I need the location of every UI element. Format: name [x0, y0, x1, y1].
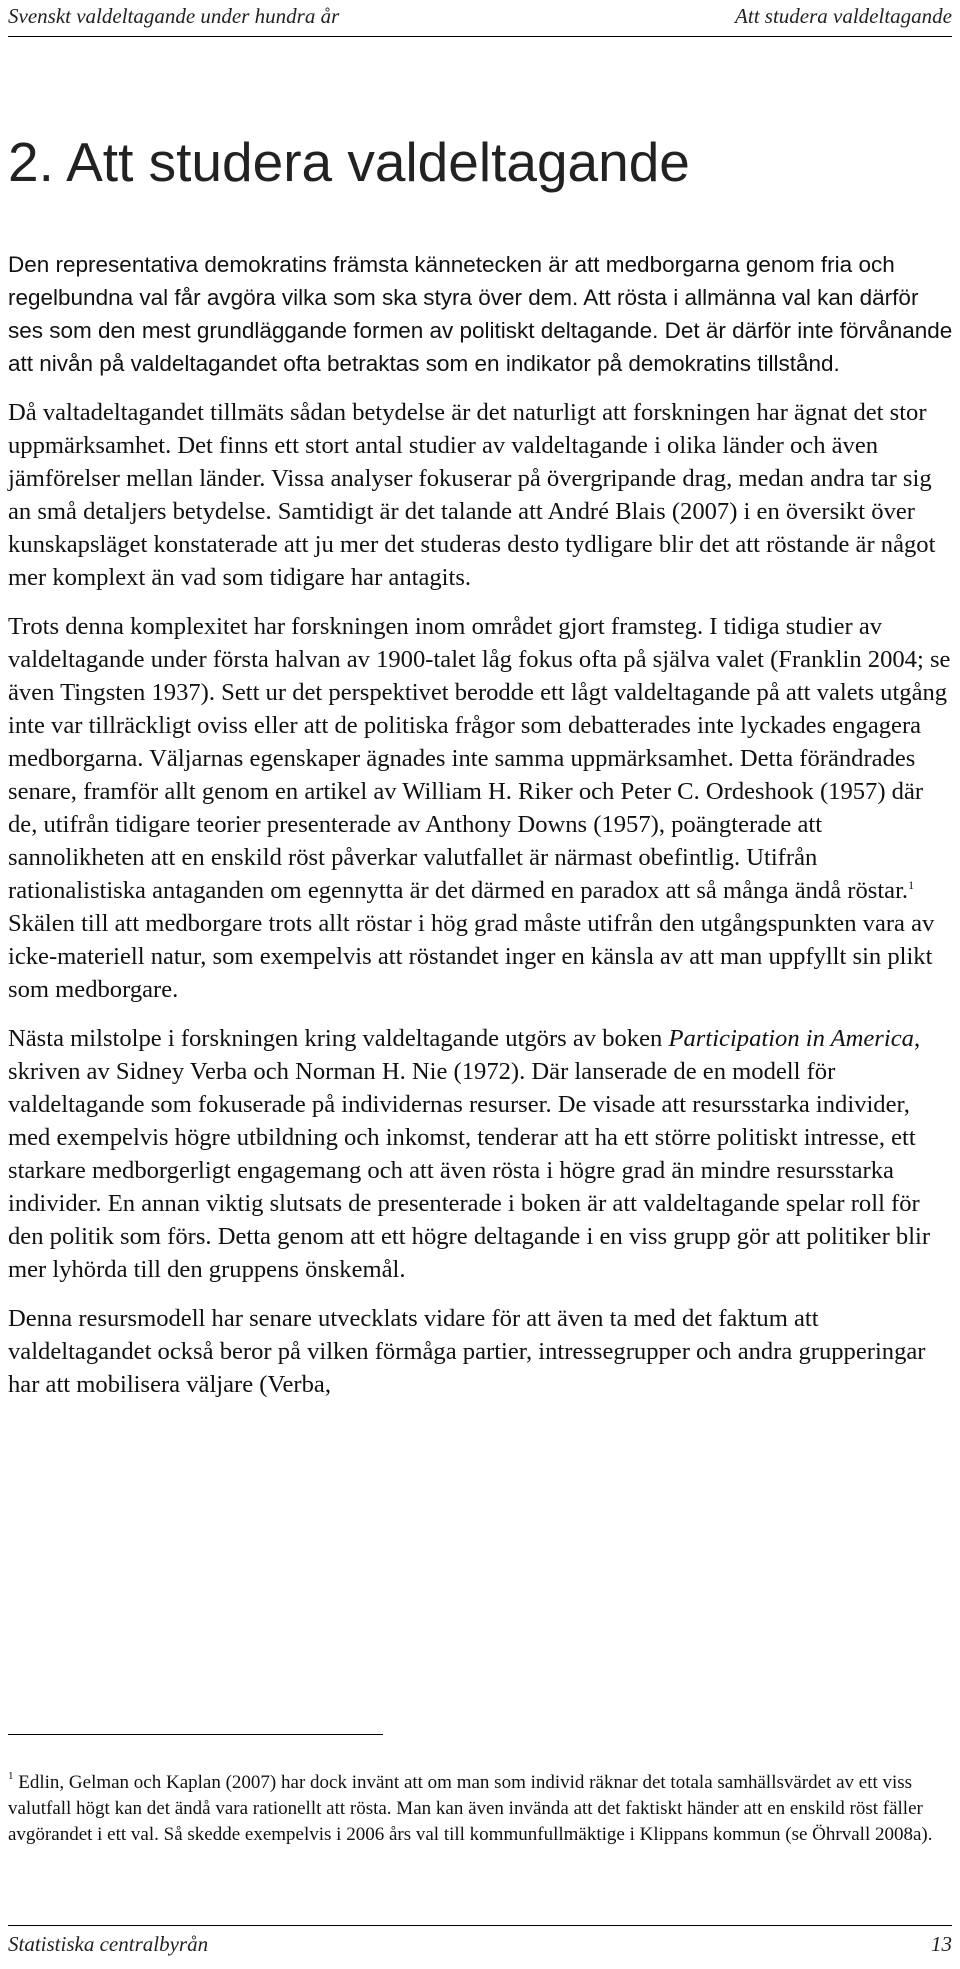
footer-rule: [8, 1925, 952, 1926]
book-title: Participation in America: [668, 1025, 914, 1052]
paragraph-3: [8, 610, 954, 1006]
header-chapter-title: Att studera valdeltagande: [735, 4, 952, 28]
paragraph-4-lead: Nästa milstolpe i forskningen kring valdeltagande utgörs av boken: [8, 1025, 669, 1052]
footnote-reference[interactable]: 1: [908, 878, 915, 892]
footnote-rule: [8, 1734, 383, 1735]
paragraph-1-tail: Det är därför inte förvånande att nivån på valdeltagandet ofta betraktas som en indikator på demokratins tillstånd.: [8, 318, 953, 376]
page-footer: [8, 1932, 952, 1960]
chapter-title: 2. Att studera valdeltagande: [8, 131, 690, 193]
header-rule: [8, 36, 952, 37]
paragraph-2: Då valtadeltagandet tillmäts sådan betydelse är det naturligt att forskningen har ägnat det stor uppmärksamhet. Det finns ett stort antal studier av valdeltagande i olika länder och även jämförelser mellan länder. Vissa analyser fokuserar på övergripande drag, medan andra tar sig an små detaljers betydelse. Samtidigt är det talande att André Blais (2007) i en översikt över kunskapsläget konstaterade att ju mer det studeras desto tydligare blir det att röstande är något mer komplext än vad som tidigare har antagits.: [8, 399, 936, 591]
paragraph-4: [8, 1022, 954, 1286]
paragraph-4-tail: , skriven av Sidney Verba och Norman H. Nie (1972). Där lanserade de en modell för valdeltagande som fokuserade på individernas resurser. De visade att resursstarka individer, med exempelvis högre utbildning och inkomst, tenderar att ha ett större politiskt intresse, ett starkare medborgerligt engagemang och att även rösta i högre grad än mindre resursstarka individer. En annan viktig slutsats de presenterade i boken är att valdeltagande spelar roll för den politik som förs. Detta genom att ett högre deltagande i en viss grupp gör att politiker blir mer lyhörda till den gruppens önskemål.: [8, 1025, 931, 1283]
paragraph-3-lead: Trots denna komplexitet har forskningen inom området gjort framsteg. I tidiga studier av valdeltagande under första halvan av 1900-talet låg fokus ofta på själva valet (Franklin 2004; se även Tingsten 1937). Sett ur det perspektivet berodde ett lågt valdeltagande på att valets utgång inte var tillräckligt oviss eller att de politiska frågor som debatterades inte lyckades engagera medborgarna. Väljarnas egenskaper ägnades inte samma uppmärksamhet. Detta förändrades senare, framför allt genom en artikel av William H. Riker och Peter C. Ordeshook (1957) där de, utifrån tidigare teorier presenterade av Anthony Downs (1957), poängterade att sannolikheten att en enskild röst påverkar valutfallet är närmast obefintlig. Utifrån rationalistiska antaganden om egennytta är det därmed en paradox att så många ändå röstar.: [8, 613, 951, 904]
footnote-text: Edlin, Gelman och Kaplan (2007) har dock invänt att om man som individ räknar det totala samhällsvärdet av ett viss valutfall högt kan det ändå vara rationellt att rösta. Man kan även invända att det faktiskt händer att en enskild röst fäller avgörandet i ett val. Så skedde exempelvis i 2006 års val till kommunfullmäktige i Klippans kommun (se Öhrvall 2008a).: [8, 1772, 933, 1845]
page-number: 13: [931, 1932, 952, 1956]
running-header: [8, 4, 952, 32]
footnote: [8, 1770, 954, 1848]
paragraph-1: [8, 248, 954, 380]
body-text: [8, 248, 954, 1417]
paragraph-3-tail: Skälen till att medborgare trots allt röstar i hög grad måste utifrån den utgångspunkten vara av icke-materiell natur, som exempelvis att röstandet inger en känsla av att man uppfyllt sin plikt som medborgare.: [8, 910, 935, 1003]
paragraph-5: Denna resursmodell har senare utvecklats vidare för att även ta med det faktum att valdeltagandet också beror på vilken förmåga partier, intressegrupper och andra grupperingar har att mobilisera väljare (Verba,: [8, 1305, 926, 1398]
header-publication-title: Svenskt valdeltagande under hundra år: [8, 4, 340, 28]
paragraph-1-lead: Den representativa demokratins främsta kännetecken är att medborgarna genom fria och regelbundna val får avgöra vilka som ska styra över dem. Att rösta i allmänna val kan därför ses som den mest grundläggande formen av politiskt deltagande.: [8, 252, 919, 343]
footer-publisher: Statistiska centralbyrån: [8, 1932, 209, 1956]
footnote-marker: 1: [8, 1770, 14, 1782]
